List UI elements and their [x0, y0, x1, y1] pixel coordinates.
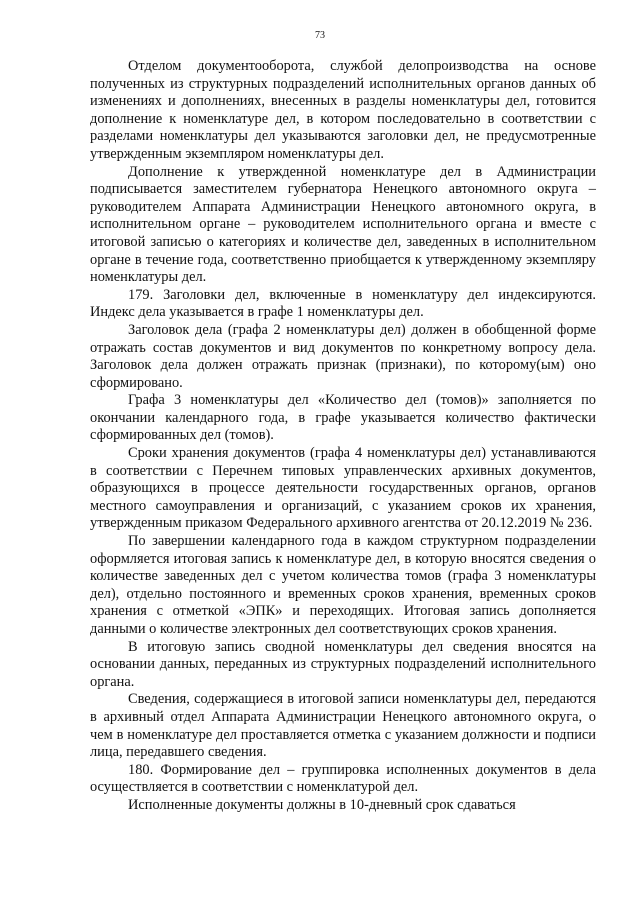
- paragraph: Сроки хранения документов (графа 4 номенклатуры дел) устанавливаются в соответствии с Перечнем типовых управленческих архивных документов, образующихся в процессе деятельности государственных органов, органов местного самоуправления и организаций, с указанием сроков их хранения, утвержденным приказом Федерального архивного агентства от 20.12.2019 № 236.: [90, 445, 596, 532]
- page-number: 73: [315, 30, 325, 41]
- paragraph: Дополнение к утвержденной номенклатуре дел в Администрации подписывается заместителем губернатора Ненецкого автономного округа – руководителем Аппарата Администрации Ненецкого автономного округа, в исполнительном органе – руководителем исполнительного органа и вместе с итоговой записью о категориях и количестве дел, заведенных в исполнительном органе в течение года, соответственно приобщается к утвержденному экземпляру номенклатуры дел.: [90, 163, 596, 286]
- paragraph: В итоговую запись сводной номенклатуры дел сведения вносятся на основании данных, переданных из структурных подразделений исполнительного органа.: [90, 638, 596, 690]
- paragraph: Сведения, содержащиеся в итоговой записи номенклатуры дел, передаются в архивный отдел Аппарата Администрации Ненецкого автономного округа, о чем в номенклатуре дел проставляется отметка с указанием должности и подписи лица, передавшего сведения.: [90, 691, 596, 761]
- paragraph: Отделом документооборота, службой делопроизводства на основе полученных из структурных подразделений исполнительных органов данных об изменениях и дополнениях, внесенных в разделы номенклатуры дел, готовится дополнение к номенклатуре дел, в котором последовательно в соответствии с разделами номенклатуры дел указываются заголовки дел, не предусмотренные утвержденным экземпляром номенклатуры дел.: [90, 58, 596, 162]
- paragraph: Исполненные документы должны в 10-дневный срок сдаваться: [128, 796, 516, 813]
- document-body: [90, 58, 596, 815]
- paragraph: По завершении календарного года в каждом структурном подразделении оформляется итоговая запись к номенклатуре дел, в которую вносятся сведения о количестве заведенных дел с учетом количества томов (графа 3 номенклатуры дел), отдельно постоянного и временных сроков хранения, временных сроков хранения с отметкой «ЭПК» и переходящих. Итоговая запись дополняется данными о количестве электронных дел соответствующих сроков хранения.: [90, 533, 596, 637]
- paragraph: Заголовок дела (графа 2 номенклатуры дел) должен в обобщенной форме отражать состав документов и вид документов по конкретному вопросу дела. Заголовок дела должен отражать признак (признаки), по которому(ым) оно сформировано.: [90, 321, 596, 391]
- paragraph: 180. Формирование дел – группировка исполненных документов в дела осуществляется в соответствии с номенклатурой дел.: [90, 761, 596, 796]
- paragraph: 179. Заголовки дел, включенные в номенклатуру дел индексируются. Индекс дела указывается в графе 1 номенклатуры дел.: [90, 286, 596, 321]
- paragraph: Графа 3 номенклатуры дел «Количество дел (томов)» заполняется по окончании календарного года, в графе указывается количество фактически сформированных дел (томов).: [90, 392, 596, 444]
